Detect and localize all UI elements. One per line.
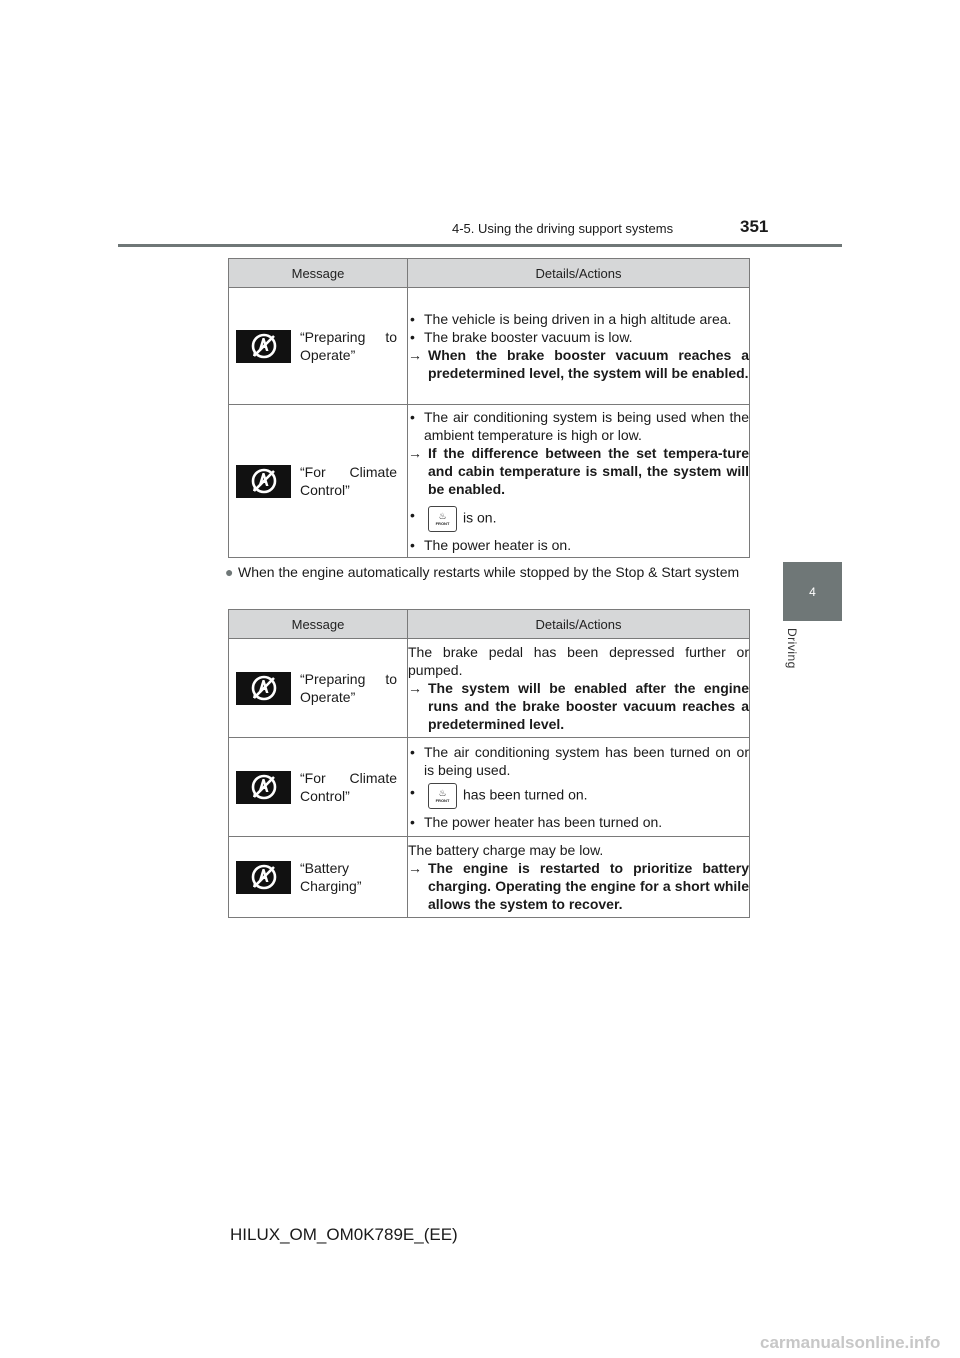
message-line: Operate” bbox=[300, 347, 356, 363]
column-header-details: Details/Actions bbox=[408, 259, 750, 288]
message-line: Control” bbox=[300, 482, 350, 498]
stop-start-off-icon bbox=[236, 771, 291, 804]
detail-action bbox=[408, 679, 749, 733]
table-header-row bbox=[229, 259, 750, 288]
message-line: “For Climate bbox=[300, 770, 397, 786]
message-line: “Battery bbox=[300, 860, 350, 876]
switch-text: is on. bbox=[463, 509, 497, 526]
column-header-details: Details/Actions bbox=[408, 610, 750, 639]
message-table-2 bbox=[228, 609, 750, 918]
document-code: HILUX_OM_OM0K789E_(EE) bbox=[230, 1225, 458, 1244]
action-text: When the brake booster vacuum reaches a predetermined level, the system will be enabled. bbox=[428, 347, 749, 381]
detail-bullet-switch bbox=[408, 783, 749, 809]
chapter-number: 4 bbox=[809, 584, 816, 599]
column-header-message: Message bbox=[229, 259, 408, 288]
table-row bbox=[229, 288, 750, 405]
table-row bbox=[229, 738, 750, 837]
stop-start-off-icon bbox=[236, 861, 291, 894]
front-defogger-switch-icon: • ♨ FRONT bbox=[428, 506, 457, 532]
detail-bullet: • The brake booster vacuum is low. bbox=[408, 328, 749, 346]
stop-start-off-icon bbox=[236, 330, 291, 363]
action-text: The system will be enabled after the engine runs and the brake booster vacuum reaches a predetermined level. bbox=[428, 680, 749, 732]
message-line: “Preparing to bbox=[300, 671, 397, 687]
message-line: Charging” bbox=[300, 878, 362, 894]
detail-bullet: • The air conditioning system has been turned on or is being used. bbox=[408, 743, 749, 779]
detail-text: The battery charge may be low. bbox=[408, 842, 604, 858]
chapter-label-text: Driving bbox=[785, 628, 799, 669]
arrow-symbol: → bbox=[408, 680, 422, 696]
detail-bullet: • The power heater is on. bbox=[408, 536, 749, 554]
message-line: Operate” bbox=[300, 689, 356, 705]
front-defogger-switch-icon: • ♨ FRONT bbox=[428, 783, 457, 809]
message-table-1 bbox=[228, 258, 750, 558]
watermark: carmanualsonline.info bbox=[760, 1333, 941, 1352]
message-line: “Preparing to bbox=[300, 329, 397, 345]
detail-text: The brake pedal has been depressed further or pumped. bbox=[408, 644, 749, 678]
section-intro bbox=[225, 563, 750, 581]
stop-start-off-icon bbox=[236, 465, 291, 498]
detail-bullet-switch bbox=[408, 506, 749, 532]
detail-action bbox=[408, 859, 749, 913]
switch-text: has been turned on. bbox=[463, 786, 588, 803]
bullet-circle-icon: ● bbox=[225, 564, 234, 580]
header-divider bbox=[118, 244, 842, 247]
arrow-symbol: → bbox=[408, 347, 422, 363]
intro-text: When the engine automatically restarts while stopped by the Stop & Start system bbox=[238, 564, 740, 580]
action-text: If the difference between the set tempera-ture and cabin temperature is small, the system will be enabled. bbox=[428, 445, 749, 497]
arrow-symbol: → bbox=[408, 860, 422, 876]
table-row bbox=[229, 837, 750, 918]
message-line: Control” bbox=[300, 788, 350, 804]
detail-action bbox=[408, 346, 749, 382]
table-header-row bbox=[229, 610, 750, 639]
arrow-symbol: → bbox=[408, 445, 422, 461]
detail-bullet: • The vehicle is being driven in a high altitude area. bbox=[408, 310, 749, 328]
detail-action bbox=[408, 444, 749, 498]
section-title: 4-5. Using the driving support systems bbox=[452, 221, 674, 236]
message-line: “For Climate bbox=[300, 464, 397, 480]
table-row bbox=[229, 639, 750, 738]
column-header-message: Message bbox=[229, 610, 408, 639]
stop-start-off-icon bbox=[236, 672, 291, 705]
chapter-tab bbox=[783, 562, 842, 621]
detail-bullet: • The power heater has been turned on. bbox=[408, 813, 749, 831]
page-number: 351 bbox=[740, 217, 769, 236]
chapter-label bbox=[781, 628, 803, 688]
action-text: The engine is restarted to prioritize battery charging. Operating the engine for a short while allows the system to recover. bbox=[428, 860, 749, 912]
detail-bullet: • The air conditioning system is being used when the ambient temperature is high or low. bbox=[408, 408, 749, 444]
table-row bbox=[229, 405, 750, 558]
